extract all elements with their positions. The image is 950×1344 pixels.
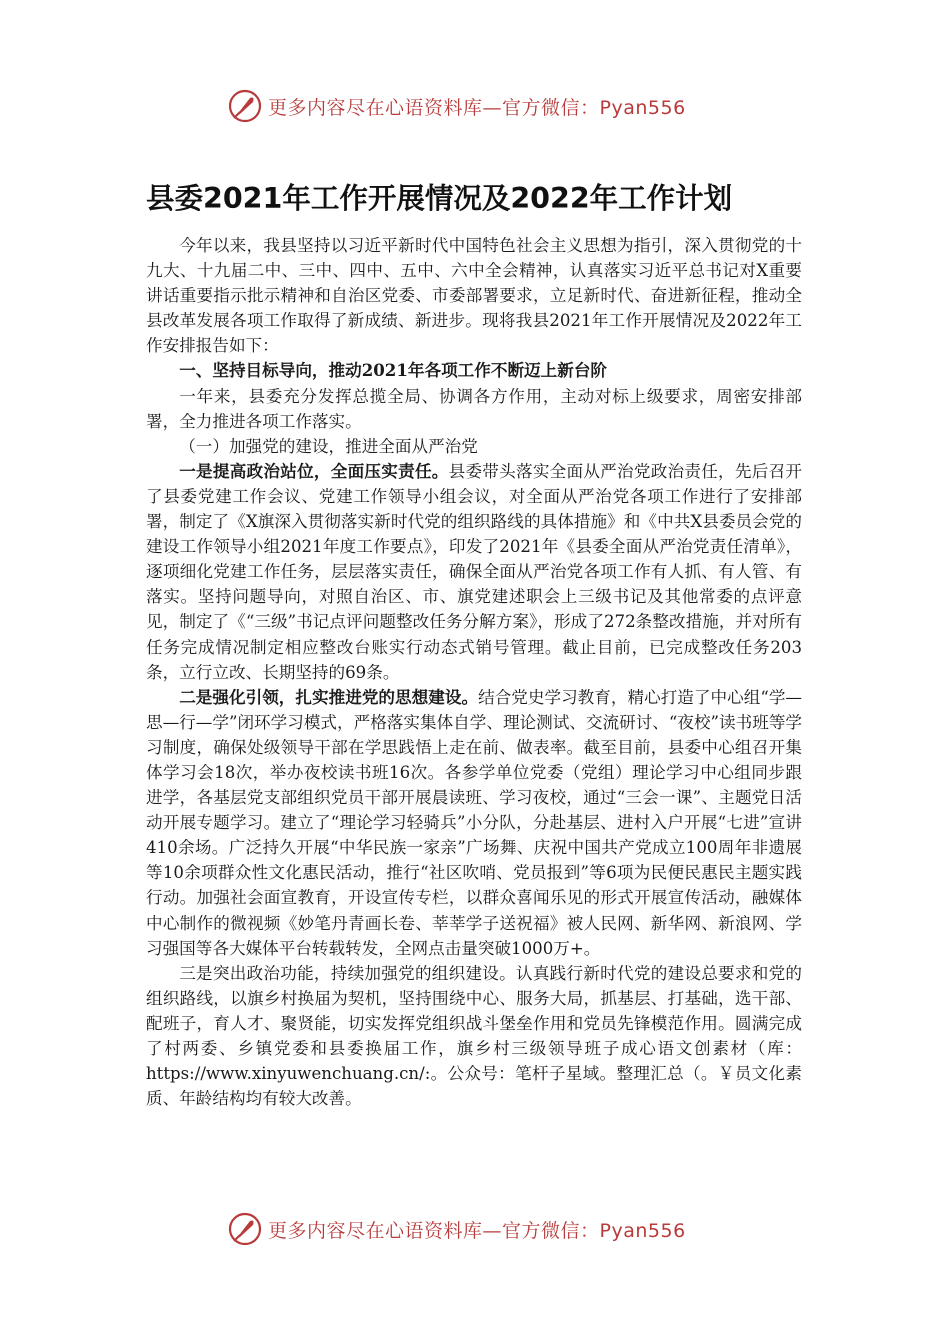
document-title: 县委2021年工作开展情况及2022年工作计划 (146, 182, 733, 215)
paragraph-ideology (146, 685, 802, 961)
wechat-id: Pyan556 (599, 96, 686, 119)
paragraph-lead: 一是提高政治站位，全面压实责任。 (179, 460, 449, 481)
wechat-id: Pyan556 (599, 1219, 686, 1242)
paragraph-lead: 二是强化引领，扎实推进党的思想建设。 (179, 686, 479, 707)
feather-pen-logo-icon (228, 89, 262, 123)
section-heading: 一、坚持目标导向，推动2021年各项工作不断迈上新台阶 (179, 360, 608, 381)
paragraph-text: 县委带头落实全面从严治党政治责任，先后召开了县委党建工作会议、党建工作领导小组会议，对全面从严治党各项工作进行了安排部署，制定了《X旗深入贯彻落实新时代党的组织路线的具体措施》和《中共X县委员会党的建设工作领导小组2021年度工作要点》，印发了2021年《县委全面从严治党责任清单》，逐项细化党建工作任务，层层落实责任，确保全面从严治党各项工作有人抓、有人管、有落实。坚持问题导向，对照自治区、市、旗党建述职会上三级书记及其他常委的点评意见，制定了《“三级”书记点评问题整改任务分解方案》，形成了272条整改措施，并对所有任务完成情况制定相应整改台账实行动态式销号管理。截止目前，已完成整改任务203条，立行立改、长期坚持的69条。 (146, 461, 803, 682)
document-body (146, 233, 802, 1111)
intro-paragraph: 今年以来，我县坚持以习近平新时代中国特色社会主义思想为指引，深入贯彻党的十九大、十九届二中、三中、四中、五中、六中全会精神，认真落实习近平总书记对X重要讲话重要指示批示精神和自治区党委、市委部署要求，立足新时代、奋进新征程，推动全县改革发展各项工作取得了新成绩、新进步。现将我县2021年工作开展情况及2022年工作安排报告如下： (146, 236, 802, 356)
footer-banner (228, 1209, 686, 1249)
banner-text: 更多内容尽在心语资料库—官方微信：Pyan556 (268, 96, 686, 119)
section-intro-paragraph: 一年来，县委充分发挥总揽全局、协调各方作用，主动对标上级要求，周密安排部署，全力推进各项工作落实。 (146, 386, 802, 431)
paragraph-organization: 三是突出政治功能，持续加强党的组织建设。认真践行新时代党的建设总要求和党的组织路线，以旗乡村换届为契机，坚持围绕中心、服务大局，抓基层、打基础，选干部、配班子，育人才、聚贤能，切实发挥党组织战斗堡垒作用和党员先锋模范作用。圆满完成了村两委、乡镇党委和县委换届工作，旗乡村三级领导班子成心语文创素材（库：https://www.xinyuwenchuang.cn/:。公众号：笔杆子星域。整理汇总（。￥员文化素质、年龄结构均有较大改善。 (146, 963, 802, 1109)
banner-text: 更多内容尽在心语资料库—官方微信：Pyan556 (268, 1219, 686, 1242)
header-banner (228, 86, 686, 126)
paragraph-responsibility (146, 459, 802, 685)
paragraph-text: 结合党史学习教育，精心打造了中心组“学—思—行—学”闭环学习模式，严格落实集体自学、理论测试、交流研讨、“夜校”读书班等学习制度，确保处级领导干部在学思践悟上走在前、做表率。截至目前，县委中心组召开集体学习会18次，举办夜校读书班16次。各参学单位党委（党组）理论学习中心组同步跟进学，各基层党支部组织党员干部开展晨读班、学习夜校，通过“三会一课”、主题党日活动开展专题学习。建立了“理论学习轻骑兵”小分队，分赴基层、进村入户开展“七进”宣讲410余场。广泛持久开展“中华民族一家亲”广场舞、庆祝中国共产党成立100周年非遗展等10余项群众性文化惠民活动，推行“社区吹哨、党员报到”等6项为民便民惠民主题实践行动。加强社会面宣教育，开设宣传专栏，以群众喜闻乐见的形式开展宣传活动，融媒体中心制作的微视频《妙笔丹青画长卷、莘莘学子送祝福》被人民网、新华网、新浪网、学习强国等各大媒体平台转载转发，全网点击量突破1000万+。 (146, 687, 803, 958)
feather-pen-logo-icon (228, 1212, 262, 1246)
subsection-heading: （一）加强党的建设，推进全面从严治党 (179, 436, 478, 456)
